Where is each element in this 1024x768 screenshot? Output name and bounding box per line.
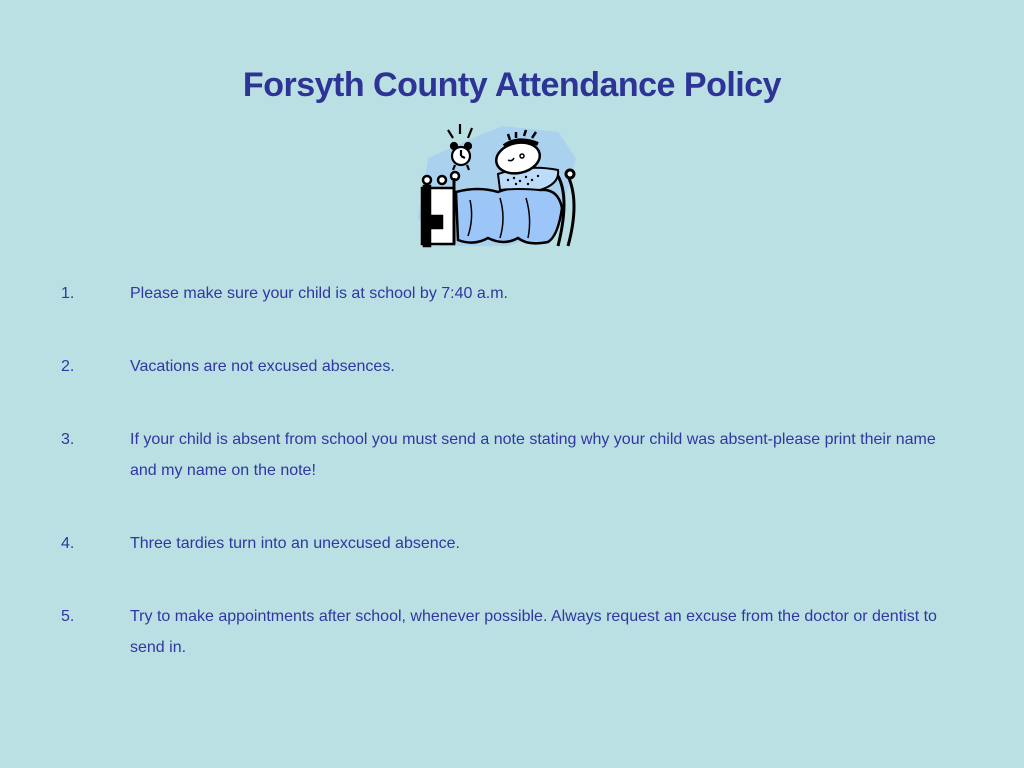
list-item <box>60 601 960 663</box>
list-item-text: Please make sure your child is at school by 7:40 a.m. <box>130 285 508 302</box>
list-item-number: 5. <box>61 608 75 625</box>
list-item-text: Try to make appointments after school, whenever possible. Always request an excuse from the doctor or dentist to send in. <box>130 608 937 656</box>
list-item-number: 4. <box>61 535 75 552</box>
list-item <box>60 528 960 559</box>
slide-title: Forsyth County Attendance Policy <box>242 66 782 104</box>
list-item <box>60 351 960 382</box>
list-item-number: 3. <box>61 431 75 448</box>
list-item <box>60 424 960 486</box>
list-item-number: 2. <box>61 358 75 375</box>
sleeping-child-in-bed-with-alarm-clock-icon <box>408 118 584 252</box>
sleeping-child-clipart <box>408 118 584 252</box>
list-item <box>60 278 960 309</box>
policy-list <box>60 278 960 705</box>
list-item-text: Three tardies turn into an unexcused absence. <box>130 535 460 552</box>
list-item-text: If your child is absent from school you must send a note stating why your child was absent-please print their name and my name on the note! <box>130 431 936 479</box>
list-item-text: Vacations are not excused absences. <box>130 358 395 375</box>
list-item-number: 1. <box>61 285 75 302</box>
